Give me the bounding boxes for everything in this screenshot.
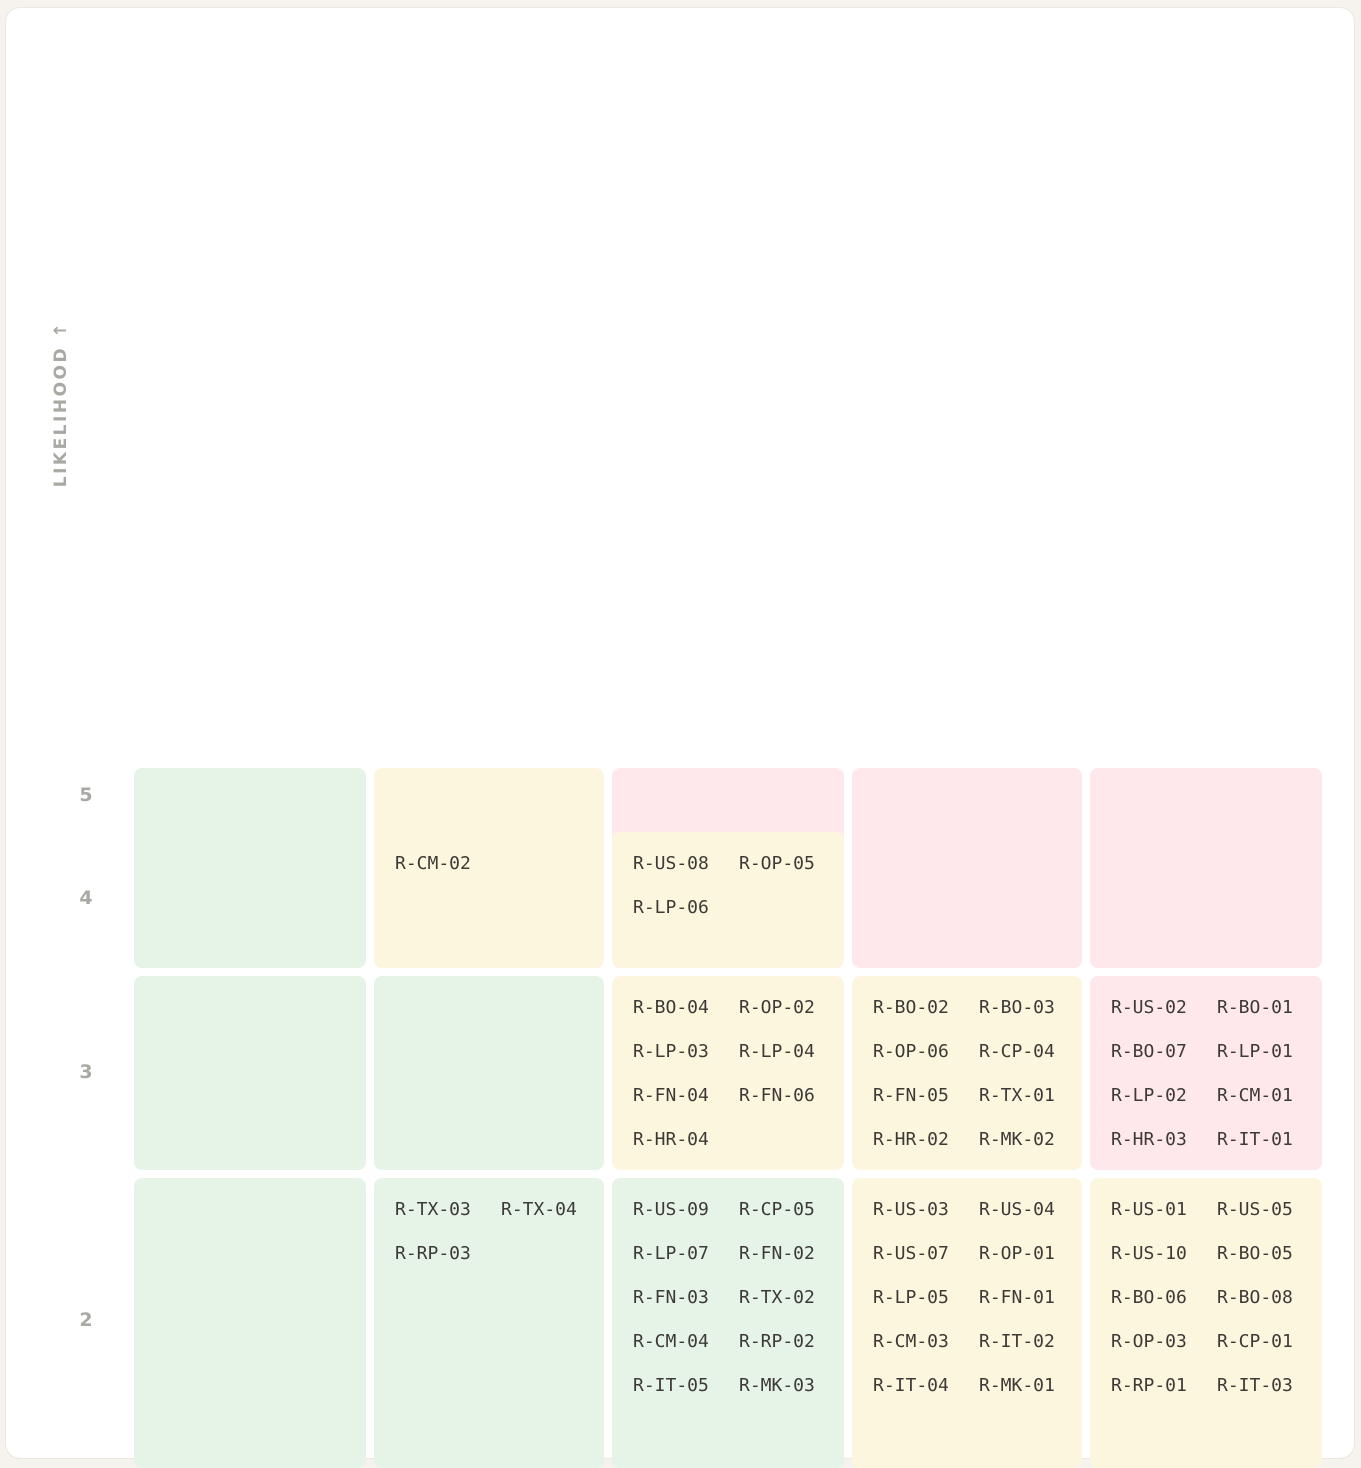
risk-id-r-fn-01[interactable]: R-FN-01: [979, 1287, 1055, 1308]
risk-id-r-bo-07[interactable]: R-BO-07: [1111, 1041, 1187, 1062]
risk-id-r-hr-02[interactable]: R-HR-02: [873, 1129, 949, 1150]
matrix-cell-l5-c4[interactable]: [852, 768, 1082, 968]
matrix-cell-l4-c2[interactable]: [374, 832, 604, 968]
risk-id-r-lp-02[interactable]: R-LP-02: [1111, 1085, 1187, 1106]
risk-id-r-op-02[interactable]: R-OP-02: [739, 997, 815, 1018]
likelihood-axis-title: LIKELIHOOD ↑: [51, 320, 71, 488]
risk-id-r-us-10[interactable]: R-US-10: [1111, 1243, 1187, 1264]
risk-id-r-rp-01[interactable]: R-RP-01: [1111, 1375, 1187, 1396]
risk-id-r-op-06[interactable]: R-OP-06: [873, 1041, 949, 1062]
risk-id-r-cm-03[interactable]: R-CM-03: [873, 1331, 949, 1352]
risk-id-r-bo-03[interactable]: R-BO-03: [979, 997, 1055, 1018]
matrix-cell-l3-c4[interactable]: [852, 976, 1082, 1170]
risk-id-r-op-05[interactable]: R-OP-05: [739, 853, 815, 874]
risk-id-r-cp-04[interactable]: R-CP-04: [979, 1041, 1055, 1062]
matrix-cell-l5-c1[interactable]: [134, 768, 366, 968]
risk-id-r-tx-01[interactable]: R-TX-01: [979, 1085, 1055, 1106]
risk-id-r-mk-02[interactable]: R-MK-02: [979, 1129, 1055, 1150]
risk-id-r-it-01[interactable]: R-IT-01: [1217, 1129, 1293, 1150]
risk-id-r-bo-06[interactable]: R-BO-06: [1111, 1287, 1187, 1308]
risk-id-r-tx-02[interactable]: R-TX-02: [739, 1287, 815, 1308]
risk-id-r-cm-04[interactable]: R-CM-04: [633, 1331, 709, 1352]
risk-id-r-hr-03[interactable]: R-HR-03: [1111, 1129, 1187, 1150]
matrix-cell-l2-c5[interactable]: [1090, 1178, 1322, 1468]
matrix-cell-l3-c2[interactable]: [374, 976, 604, 1170]
risk-id-r-rp-02[interactable]: R-RP-02: [739, 1331, 815, 1352]
risk-id-r-lp-05[interactable]: R-LP-05: [873, 1287, 949, 1308]
matrix-cell-l3-c1[interactable]: [134, 976, 366, 1170]
matrix-cell-l3-c3[interactable]: [612, 976, 844, 1170]
risk-id-r-tx-04[interactable]: R-TX-04: [501, 1199, 577, 1220]
risk-id-r-us-08[interactable]: R-US-08: [633, 853, 709, 874]
risk-id-r-hr-04[interactable]: R-HR-04: [633, 1129, 709, 1150]
risk-id-r-it-04[interactable]: R-IT-04: [873, 1375, 949, 1396]
risk-id-r-lp-07[interactable]: R-LP-07: [633, 1243, 709, 1264]
risk-id-r-us-07[interactable]: R-US-07: [873, 1243, 949, 1264]
risk-id-r-bo-08[interactable]: R-BO-08: [1217, 1287, 1293, 1308]
risk-id-r-us-02[interactable]: R-US-02: [1111, 997, 1187, 1018]
likelihood-tick-4: 4: [79, 887, 93, 909]
risk-id-r-lp-04[interactable]: R-LP-04: [739, 1041, 815, 1062]
risk-id-r-fn-04[interactable]: R-FN-04: [633, 1085, 709, 1106]
risk-id-r-bo-02[interactable]: R-BO-02: [873, 997, 949, 1018]
risk-id-r-it-03[interactable]: R-IT-03: [1217, 1375, 1293, 1396]
matrix-cell-l2-c2[interactable]: [374, 1178, 604, 1468]
risk-id-r-fn-02[interactable]: R-FN-02: [739, 1243, 815, 1264]
matrix-cell-l4-c3[interactable]: [612, 832, 844, 968]
risk-id-r-us-09[interactable]: R-US-09: [633, 1199, 709, 1220]
risk-id-r-mk-01[interactable]: R-MK-01: [979, 1375, 1055, 1396]
risk-id-r-op-01[interactable]: R-OP-01: [979, 1243, 1055, 1264]
risk-id-r-cp-01[interactable]: R-CP-01: [1217, 1331, 1293, 1352]
risk-id-r-us-05[interactable]: R-US-05: [1217, 1199, 1293, 1220]
risk-id-r-rp-03[interactable]: R-RP-03: [395, 1243, 471, 1264]
risk-id-r-us-04[interactable]: R-US-04: [979, 1199, 1055, 1220]
risk-id-r-it-05[interactable]: R-IT-05: [633, 1375, 709, 1396]
likelihood-tick-2: 2: [79, 1309, 93, 1331]
likelihood-tick-3: 3: [79, 1061, 93, 1083]
matrix-cell-l2-c1[interactable]: [134, 1178, 366, 1468]
matrix-cell-l2-c4[interactable]: [852, 1178, 1082, 1468]
likelihood-tick-5: 5: [79, 784, 93, 806]
risk-id-r-it-02[interactable]: R-IT-02: [979, 1331, 1055, 1352]
risk-id-r-us-01[interactable]: R-US-01: [1111, 1199, 1187, 1220]
matrix-cell-l2-c3[interactable]: [612, 1178, 844, 1468]
risk-id-r-mk-03[interactable]: R-MK-03: [739, 1375, 815, 1396]
risk-id-r-fn-05[interactable]: R-FN-05: [873, 1085, 949, 1106]
risk-id-r-bo-05[interactable]: R-BO-05: [1217, 1243, 1293, 1264]
risk-id-r-fn-03[interactable]: R-FN-03: [633, 1287, 709, 1308]
risk-id-r-lp-03[interactable]: R-LP-03: [633, 1041, 709, 1062]
risk-id-r-lp-06[interactable]: R-LP-06: [633, 897, 709, 918]
risk-id-r-cm-02[interactable]: R-CM-02: [395, 853, 471, 874]
risk-id-r-us-03[interactable]: R-US-03: [873, 1199, 949, 1220]
matrix-cell-l3-c5[interactable]: [1090, 976, 1322, 1170]
risk-id-r-fn-06[interactable]: R-FN-06: [739, 1085, 815, 1106]
risk-id-r-cp-05[interactable]: R-CP-05: [739, 1199, 815, 1220]
risk-id-r-cm-01[interactable]: R-CM-01: [1217, 1085, 1293, 1106]
risk-id-r-op-03[interactable]: R-OP-03: [1111, 1331, 1187, 1352]
risk-id-r-bo-04[interactable]: R-BO-04: [633, 997, 709, 1018]
matrix-cell-l5-c5[interactable]: [1090, 768, 1322, 968]
risk-id-r-lp-01[interactable]: R-LP-01: [1217, 1041, 1293, 1062]
risk-id-r-bo-01[interactable]: R-BO-01: [1217, 997, 1293, 1018]
risk-id-r-tx-03[interactable]: R-TX-03: [395, 1199, 471, 1220]
